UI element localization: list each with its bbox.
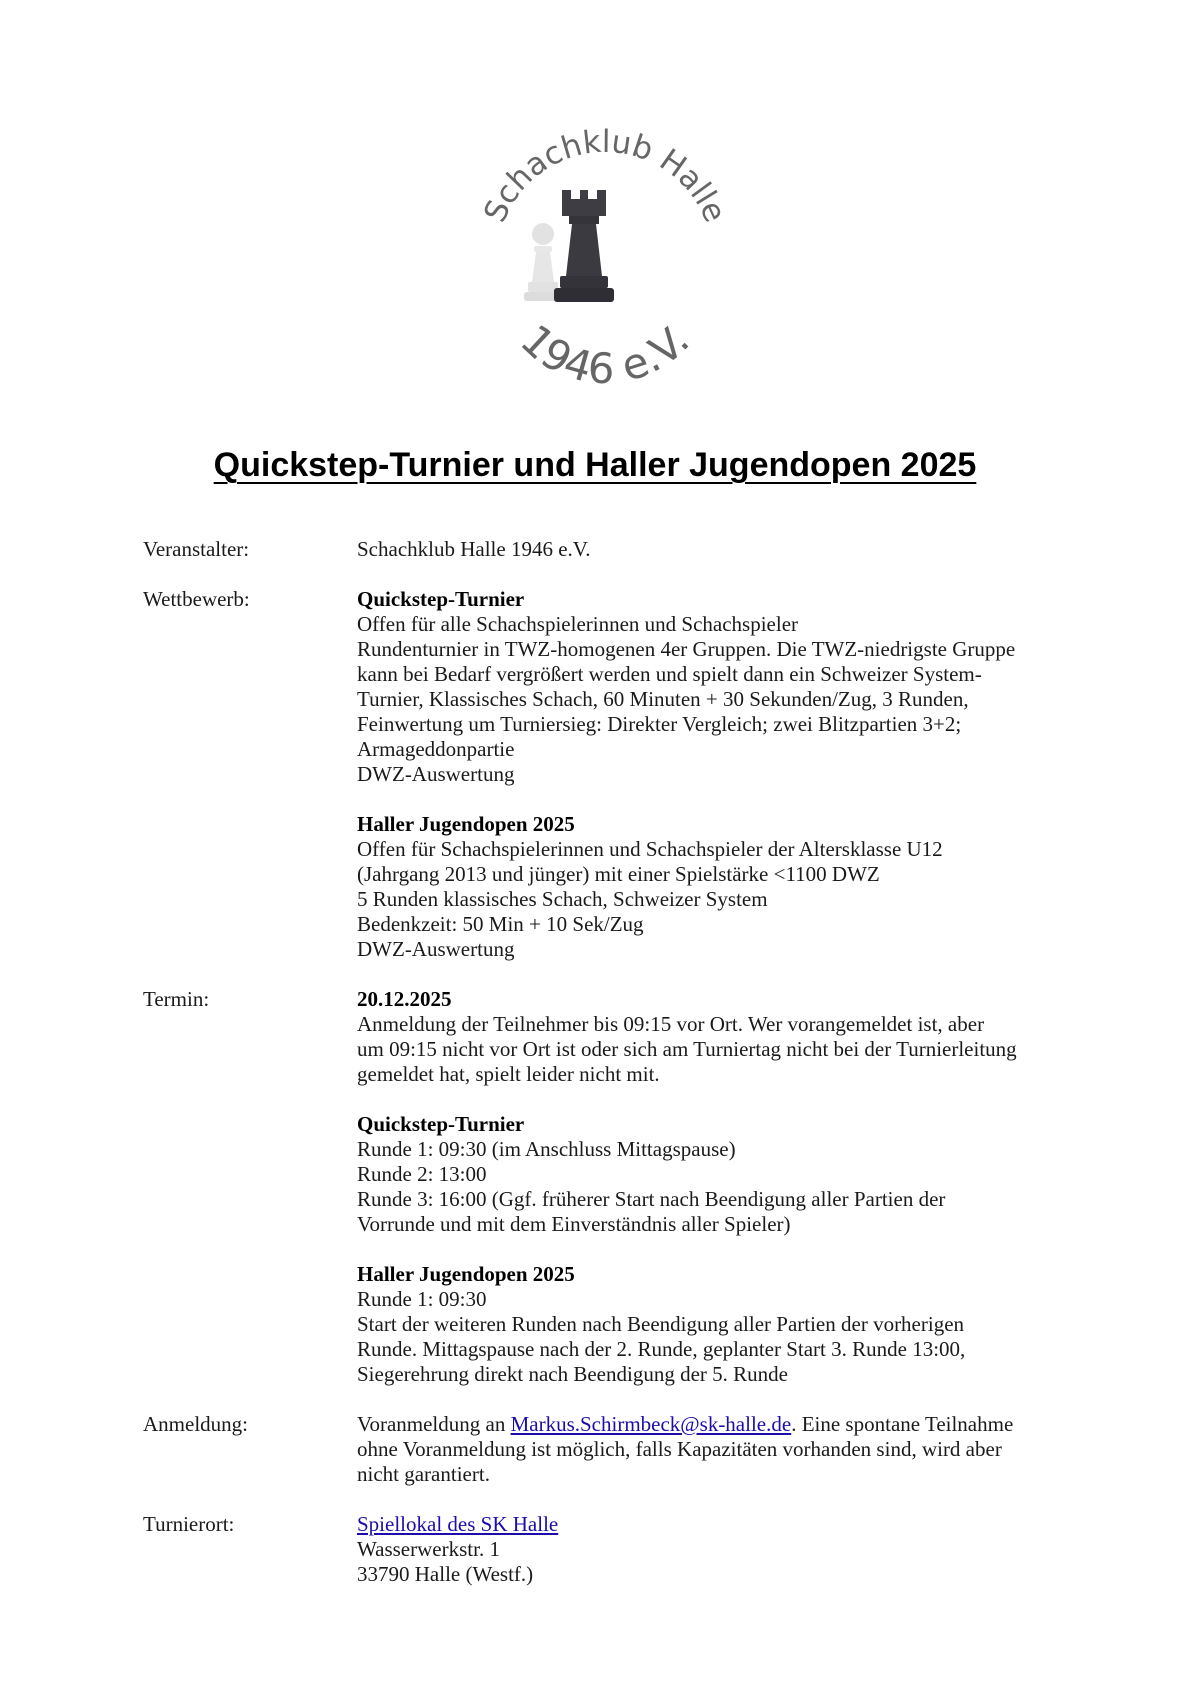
text-line: Runde 1: 09:30 (im Anschluss Mittagspause) xyxy=(357,1137,736,1161)
text-line: Offen für alle Schachspielerinnen und Schachspieler xyxy=(357,612,799,636)
text-line: Offen für Schachspielerinnen und Schachspieler der Altersklasse U12 xyxy=(357,837,943,861)
jugendopen-heading: Haller Jugendopen 2025 xyxy=(357,812,575,836)
jugendopen-schedule-block xyxy=(357,1262,1083,1387)
venue-link-line xyxy=(357,1512,1083,1537)
text-line: ohne Voranmeldung ist möglich, falls Kapazitäten vorhanden sind, wird aber xyxy=(357,1437,1002,1461)
text-line: Turnier, Klassisches Schach, 60 Minuten + 30 Sekunden/Zug, 3 Runden, xyxy=(357,687,969,711)
logo-bottom-text: 1946 e.V. xyxy=(511,315,699,394)
email-link[interactable]: Markus.Schirmbeck@sk-halle.de xyxy=(510,1412,792,1436)
text-line: Runde 2: 13:00 xyxy=(357,1162,487,1186)
label-termin: Termin: xyxy=(143,987,210,1011)
text-line: gemeldet hat, spielt leider nicht mit. xyxy=(357,1062,660,1086)
text-line: Start der weiteren Runden nach Beendigung aller Partien der vorherigen xyxy=(357,1312,965,1336)
text-line: Runde. Mittagspause nach der 2. Runde, geplanter Start 3. Runde 13:00, xyxy=(357,1337,966,1361)
text-line: Bedenkzeit: 50 Min + 10 Sek/Zug xyxy=(357,912,644,936)
text-line: Rundenturnier in TWZ-homogenen 4er Gruppen. Die TWZ-niedrigste Gruppe xyxy=(357,637,1016,661)
row-wettbewerb xyxy=(143,587,1083,962)
jugendopen-schedule-heading: Haller Jugendopen 2025 xyxy=(357,1262,575,1286)
text-line: DWZ-Auswertung xyxy=(357,937,515,961)
text-line: Siegerehrung direkt nach Beendigung der 5. Runde xyxy=(357,1362,788,1386)
row-anmeldung xyxy=(143,1412,1083,1487)
text-line: Vorrunde und mit dem Einverständnis aller Spieler) xyxy=(357,1212,791,1236)
address-street: Wasserwerkstr. 1 xyxy=(357,1537,500,1561)
logo-top-text: Schachklub Halle xyxy=(477,123,733,228)
registration-suffix: . Eine spontane Teilnahme xyxy=(791,1412,1014,1436)
value-turnierort xyxy=(357,1512,1083,1587)
value-anmeldung xyxy=(357,1412,1083,1487)
tournament-details xyxy=(143,537,1083,1612)
text-line: Feinwertung um Turniersieg: Direkter Vergleich; zwei Blitzpartien 3+2; xyxy=(357,712,962,736)
jugendopen-competition-block xyxy=(357,812,1083,962)
quickstep-schedule-heading: Quickstep-Turnier xyxy=(357,1112,525,1136)
address-city: 33790 Halle (Westf.) xyxy=(357,1562,534,1586)
quickstep-schedule-block xyxy=(357,1112,1083,1237)
quickstep-heading: Quickstep-Turnier xyxy=(357,587,525,611)
row-veranstalter xyxy=(143,537,1083,562)
text-line: Armageddonpartie xyxy=(357,737,515,761)
text-line: Anmeldung der Teilnehmer bis 09:15 vor Ort. Wer vorangemeldet ist, aber xyxy=(357,1012,985,1036)
club-logo xyxy=(470,120,740,410)
venue-link[interactable]: Spiellokal des SK Halle xyxy=(357,1512,559,1536)
rook-icon xyxy=(554,190,614,302)
text-line: 5 Runden klassisches Schach, Schweizer System xyxy=(357,887,768,911)
value-termin xyxy=(357,987,1083,1387)
event-date: 20.12.2025 xyxy=(357,987,452,1011)
label-anmeldung: Anmeldung: xyxy=(143,1412,248,1436)
registration-prefix: Voranmeldung an xyxy=(357,1412,511,1436)
row-termin xyxy=(143,987,1083,1387)
text-line: um 09:15 nicht vor Ort ist oder sich am Turniertag nicht bei der Turnierleitung xyxy=(357,1037,1017,1061)
text-line: Runde 1: 09:30 xyxy=(357,1287,487,1311)
text-line: Runde 3: 16:00 (Ggf. früherer Start nach Beendigung aller Partien der xyxy=(357,1187,946,1211)
text-line: kann bei Bedarf vergrößert werden und spielt dann ein Schweizer System- xyxy=(357,662,982,686)
page-title: Quickstep-Turnier und Haller Jugendopen 2025 xyxy=(213,446,977,484)
row-turnierort xyxy=(143,1512,1083,1587)
quickstep-competition-block xyxy=(357,587,1083,787)
label-veranstalter: Veranstalter: xyxy=(143,537,250,561)
label-wettbewerb: Wettbewerb: xyxy=(143,587,250,611)
value-veranstalter: Schachklub Halle 1946 e.V. xyxy=(357,537,591,561)
text-line: (Jahrgang 2013 und jünger) mit einer Spielstärke <1100 DWZ xyxy=(357,862,880,886)
text-line: nicht garantiert. xyxy=(357,1462,490,1486)
label-turnierort: Turnierort: xyxy=(143,1512,235,1536)
value-wettbewerb xyxy=(357,587,1083,962)
registration-line xyxy=(357,1412,1083,1437)
termin-date-block xyxy=(357,987,1083,1087)
text-line: DWZ-Auswertung xyxy=(357,762,515,786)
